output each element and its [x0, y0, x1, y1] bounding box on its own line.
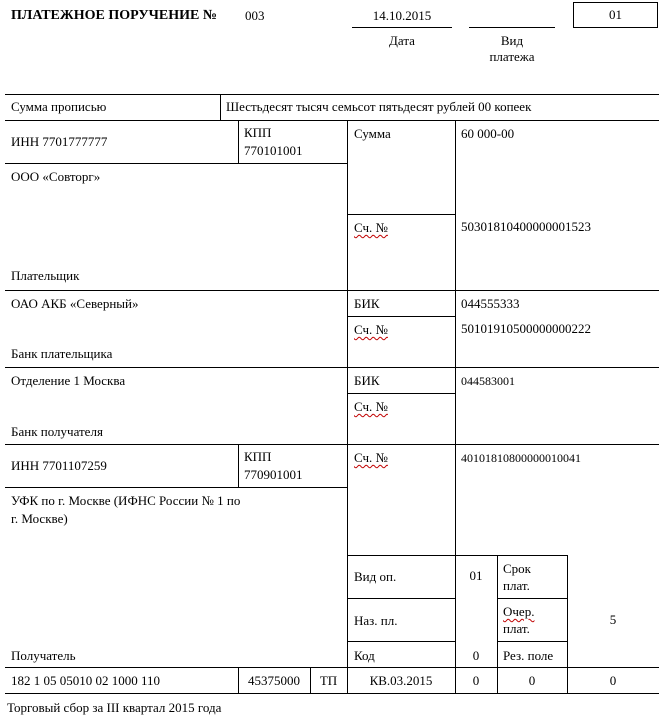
doc-number: 0 — [472, 673, 480, 688]
srok-label-1: Срок — [503, 561, 531, 576]
payer-bank-bik: 044555333 — [461, 296, 520, 311]
grid-line — [347, 641, 455, 642]
grid-line — [455, 120, 456, 693]
grid-line — [347, 555, 567, 556]
naz-label: Наз. пл. — [354, 613, 398, 628]
payer-account-label-text: Сч. № — [354, 220, 388, 235]
srok-label-2: плат. — [503, 578, 530, 593]
payer-bank-label: Банк плательщика — [11, 346, 113, 361]
grid-line — [5, 120, 659, 121]
payer-account-label — [354, 220, 388, 236]
grid-line — [497, 641, 567, 642]
recipient-name-line1: УФК по г. Москве (ИФНС России № 1 по — [11, 493, 241, 508]
grid-line — [5, 444, 659, 445]
recipient-name-line2: г. Москве) — [11, 511, 68, 526]
recipient-bank-name: Отделение 1 Москва — [11, 373, 126, 388]
sum-label: Сумма — [354, 126, 391, 141]
doc-date: 0 — [528, 673, 536, 688]
recipient-kpp: 770901001 — [244, 467, 303, 482]
payment-type-label: Вид — [500, 33, 524, 48]
date-underline — [352, 27, 452, 28]
kod-value: 0 — [472, 648, 480, 663]
oktmo: 45375000 — [248, 673, 300, 688]
payer-kpp: 770101001 — [244, 143, 303, 158]
payer-name: ООО «Совторг» — [11, 169, 101, 184]
kbk: 182 1 05 05010 02 1000 110 — [11, 673, 161, 688]
tax-period: КВ.03.2015 — [369, 673, 433, 688]
recipient-bank-bik-label: БИК — [354, 373, 380, 388]
payer-bank-account: 50101910500000000222 — [461, 321, 591, 336]
kod-label: Код — [354, 648, 375, 663]
recipient-bank-bik: 044583001 — [461, 374, 515, 388]
grid-line — [347, 598, 455, 599]
payer-kpp-label: КПП — [244, 125, 272, 140]
vid-op-word: Вид оп. — [354, 569, 397, 584]
payer-bank-account-label — [354, 322, 388, 338]
grid-line — [238, 444, 239, 487]
ocher-label-1 — [503, 604, 534, 620]
amount-words-value: Шестьдесят тысяч семьсот пятьдесят рублей 00 копеек — [226, 99, 532, 114]
grid-line — [5, 367, 659, 368]
payment-basis: ТП — [319, 673, 338, 688]
payer-bank-account-label-text: Сч. № — [354, 322, 388, 337]
grid-line — [5, 487, 347, 488]
grid-line — [347, 393, 455, 394]
grid-line — [5, 693, 659, 694]
recipient-account: 40101810800000010041 — [461, 451, 581, 465]
recipient-account-label-text: Сч. № — [354, 450, 388, 465]
recipient-account-label — [354, 450, 388, 466]
document-date: 14.10.2015 — [372, 8, 432, 23]
vid-op-label — [354, 569, 396, 585]
payer-label: Плательщик — [11, 268, 80, 283]
document-number: 003 — [245, 8, 265, 23]
date-label: Дата — [389, 33, 415, 48]
ocher-label-1-text: Очер. — [503, 604, 535, 619]
ocher-value: 5 — [609, 612, 617, 627]
grid-line — [5, 667, 659, 668]
grid-line — [347, 214, 455, 215]
grid-line — [5, 290, 659, 291]
amount-words-top-line — [5, 94, 659, 95]
recipient-bank-account-label — [354, 399, 388, 415]
sum-value: 60 000-00 — [461, 126, 515, 141]
grid-line — [347, 316, 455, 317]
recipient-bank-account-label-text: Сч. № — [354, 399, 388, 414]
form-code: 01 — [609, 7, 622, 22]
amount-words-divider — [220, 94, 221, 120]
recipient-label: Получатель — [11, 648, 76, 663]
payer-bank-bik-label: БИК — [354, 296, 380, 311]
payment-type-label-2: платежа — [489, 49, 535, 64]
payer-inn: ИНН 7701777777 — [11, 134, 108, 149]
document-title: ПЛАТЕЖНОЕ ПОРУЧЕНИЕ № — [11, 8, 217, 23]
recipient-inn: ИНН 7701107259 — [11, 458, 107, 473]
grid-line — [347, 120, 348, 667]
grid-line — [497, 598, 567, 599]
payer-bank-name: ОАО АКБ «Северный» — [11, 296, 139, 311]
payment-kind: 0 — [609, 673, 617, 688]
recipient-bank-label: Банк получателя — [11, 424, 103, 439]
rez-label: Рез. поле — [503, 648, 554, 663]
payment-type-underline — [469, 27, 555, 28]
ocher-label-2: плат. — [503, 621, 530, 636]
vid-op-value: 01 — [469, 568, 483, 583]
recipient-kpp-label: КПП — [244, 449, 272, 464]
payment-purpose: Торговый сбор за III квартал 2015 года — [7, 700, 222, 715]
payer-account: 50301810400000001523 — [461, 219, 591, 234]
grid-line — [238, 120, 239, 163]
amount-words-label: Сумма прописью — [11, 99, 107, 114]
grid-line — [5, 163, 347, 164]
